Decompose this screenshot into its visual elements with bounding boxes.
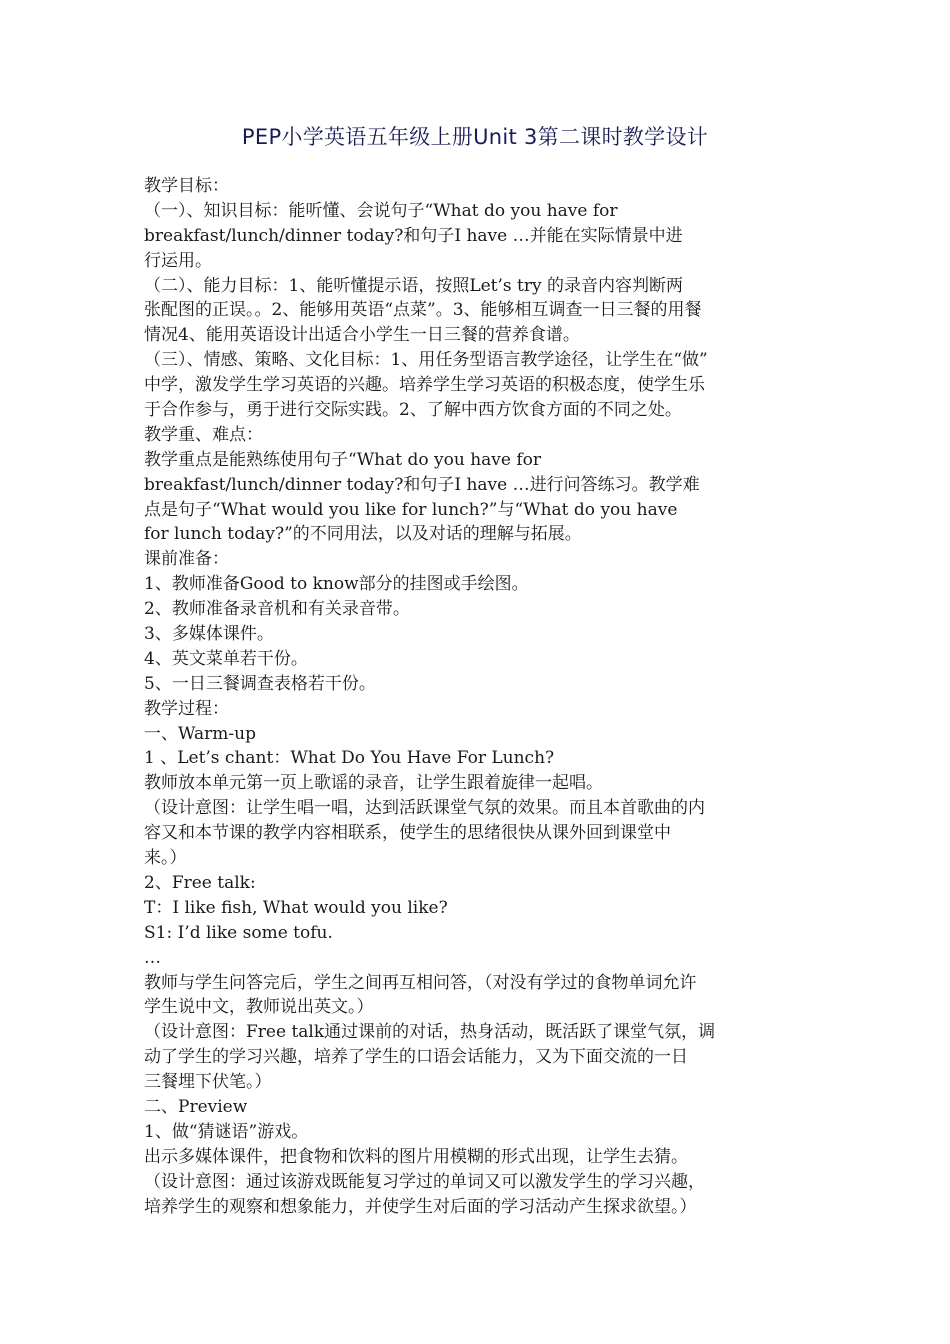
text-line: 出示多媒体课件，把食物和饮料的图片用模糊的形式出现，让学生去猜。 <box>144 1146 688 1167</box>
text-line: 教师放本单元第一页上歌谣的录音，让学生跟着旋律一起唱。 <box>144 773 603 794</box>
text-line: 点是句子“What would you like for lunch?”与“What do you have <box>144 499 678 520</box>
text-line: 5、一日三餐调查表格若干份。 <box>144 673 376 694</box>
text-line: （三）、情感、策略、文化目标：1、用任务型语言教学途径，让学生在“做” <box>144 350 708 371</box>
text-line: for lunch today?”的不同用法，以及对话的理解与拓展。 <box>144 524 582 545</box>
text-line: （一）、知识目标：能听懂、会说句子“What do you have for <box>144 200 618 221</box>
text-line: S1: I’d like some tofu. <box>144 922 333 943</box>
text-line: 行运用。 <box>144 250 212 271</box>
text-line: 容又和本节课的教学内容相联系，使学生的思绪很快从课外回到课堂中 <box>144 823 671 844</box>
text-line: （设计意图：让学生唱一唱，达到活跃课堂气氛的效果。而且本首歌曲的内 <box>144 798 705 819</box>
text-line: breakfast/lunch/dinner today?和句子I have …并能在实际情景中进 <box>144 225 683 246</box>
text-line: 1、教师准备Good to know部分的挂图或手绘图。 <box>144 574 529 595</box>
text-line: 中学，激发学生学习英语的兴趣。培养学生学习英语的积极态度，使学生乐 <box>144 375 705 396</box>
text-line: 课前准备： <box>144 549 229 570</box>
text-line: 动了学生的学习兴趣，培养了学生的口语会话能力，又为下面交流的一日 <box>144 1047 688 1068</box>
text-line: 教学重点是能熟练使用句子“What do you have for <box>144 449 542 470</box>
document-body <box>144 174 812 1219</box>
text-line: 教学过程： <box>144 698 229 719</box>
text-line: 1、做“猜谜语”游戏。 <box>144 1121 309 1142</box>
text-line: … <box>144 947 161 968</box>
text-line: 教学重、难点： <box>144 424 263 445</box>
text-line: （设计意图：通过该游戏既能复习学过的单词又可以激发学生的学习兴趣， <box>144 1171 705 1192</box>
text-line: 一、Warm-up <box>144 723 256 744</box>
text-line: 培养学生的观察和想象能力，并使学生对后面的学习活动产生探求欲望。） <box>144 1196 697 1217</box>
text-line: 2、Free talk: <box>144 872 256 893</box>
text-line: 三餐埋下伏笔。） <box>144 1072 272 1093</box>
text-line: 于合作参与，勇于进行交际实践。2、了解中西方饮食方面的不同之处。 <box>144 400 682 421</box>
text-line: 2、教师准备录音机和有关录音带。 <box>144 599 410 620</box>
text-line: 学生说中文，教师说出英文。） <box>144 997 374 1018</box>
text-line: T：I like fish, What would you like? <box>144 897 448 918</box>
text-line: breakfast/lunch/dinner today?和句子I have …进行问答练习。教学难 <box>144 474 700 495</box>
text-line: 3、多媒体课件。 <box>144 624 274 645</box>
text-line: 张配图的正误。。2、能够用英语“点菜”。3、能够相互调查一日三餐的用餐 <box>144 300 702 321</box>
text-line: 教师与学生问答完后，学生之间再互相问答，（对没有学过的食物单词允许 <box>144 972 697 993</box>
text-line: 情况4、能用英语设计出适合小学生一日三餐的营养食谱。 <box>144 325 580 346</box>
text-line: 教学目标： <box>144 176 229 196</box>
text-line: 1 、Let’s chant：What Do You Have For Lunch? <box>144 748 555 769</box>
text-line: 4、英文菜单若干份。 <box>144 648 308 669</box>
document-title: PEP小学英语五年级上册Unit 3第二课时教学设计 <box>241 125 709 149</box>
text-line: 二、Preview <box>144 1096 248 1117</box>
text-line: （设计意图：Free talk通过课前的对话，热身活动，既活跃了课堂气氛，调 <box>144 1022 716 1043</box>
text-line: 来。） <box>144 848 187 869</box>
text-line: （二）、能力目标：1、能听懂提示语，按照Let’s try 的录音内容判断两 <box>144 275 683 296</box>
